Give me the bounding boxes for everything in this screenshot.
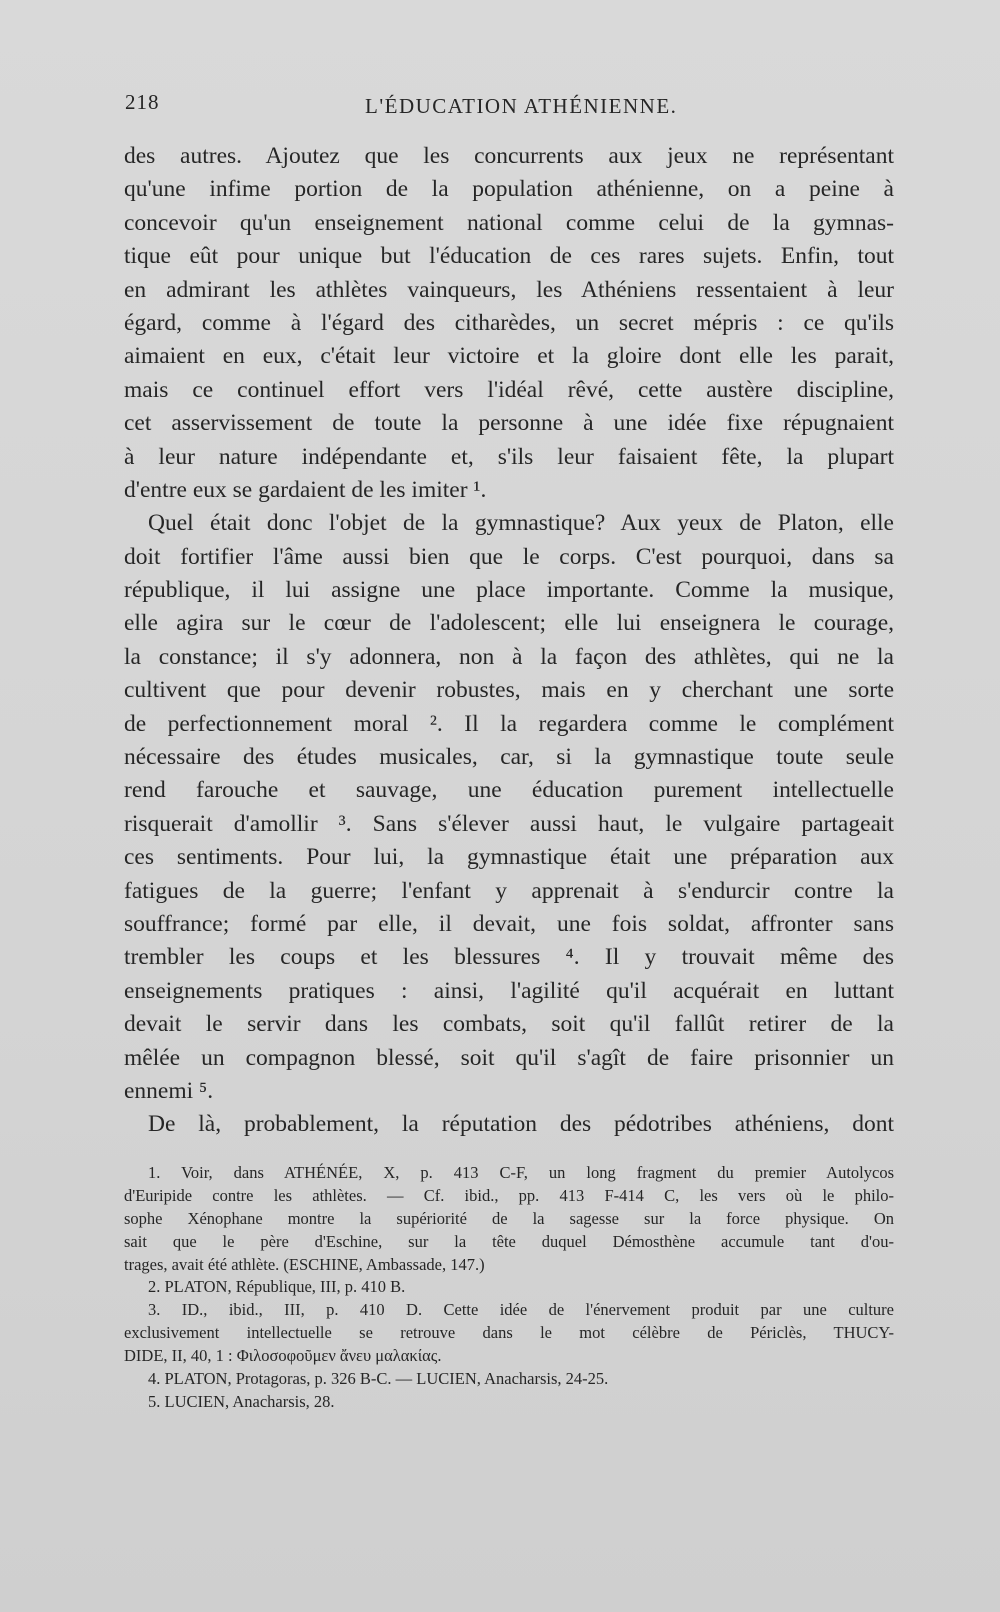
footnote-line: DIDE, II, 40, 1 : Φιλοσοφοῦμεν ἄνευ μαλακίας. bbox=[124, 1346, 442, 1366]
body-line: fatigues de la guerre; l'enfant y apprenait à s'endurcir contre la bbox=[124, 877, 894, 904]
body-line: De là, probablement, la réputation des pédotribes athéniens, dont bbox=[148, 1111, 894, 1138]
body-line: cet asservissement de toute la personne à une idée fixe répugnaient bbox=[124, 410, 894, 437]
body-line: qu'une infime portion de la population athénienne, on a peine à bbox=[124, 176, 894, 203]
body-line: mêlée un compagnon blessé, soit qu'il s'agît de faire prisonnier un bbox=[124, 1044, 894, 1071]
body-line: doit fortifier l'âme aussi bien que le corps. C'est pourquoi, dans sa bbox=[124, 543, 894, 570]
body-line: souffrance; formé par elle, il devait, une fois soldat, affronter sans bbox=[124, 910, 894, 937]
footnote-line: sophe Xénophane montre la supériorité de la sagesse sur la force physique. On bbox=[124, 1208, 894, 1228]
body-line: Quel était donc l'objet de la gymnastique? Aux yeux de Platon, elle bbox=[148, 510, 894, 537]
footnote-line: trages, avait été athlète. (ESCHINE, Ambassade, 147.) bbox=[124, 1254, 485, 1274]
body-line: aimaient en eux, c'était leur victoire et la gloire dont elle les parait, bbox=[124, 343, 894, 370]
body-line: à leur nature indépendante et, s'ils leur faisaient fête, la plupart bbox=[124, 443, 894, 470]
body-line: cultivent que pour devenir robustes, mais en y cherchant une sorte bbox=[124, 677, 894, 704]
body-line: risquerait d'amollir ³. Sans s'élever aussi haut, le vulgaire partageait bbox=[124, 810, 894, 837]
footnote-line: 4. PLATON, Protagoras, p. 326 B-C. — LUCIEN, Anacharsis, 24-25. bbox=[148, 1369, 609, 1389]
footnote-line: 2. PLATON, République, III, p. 410 B. bbox=[148, 1277, 406, 1297]
body-line: tique eût pour unique but l'éducation de ces rares sujets. Enfin, tout bbox=[124, 243, 894, 270]
body-line: trembler les coups et les blessures ⁴. Il y trouvait même des bbox=[124, 944, 894, 971]
body-line: république, il lui assigne une place importante. Comme la musique, bbox=[124, 577, 894, 604]
footnote-line: exclusivement intellectuelle se retrouve dans le mot célèbre de Périclès, THUCY- bbox=[124, 1323, 894, 1343]
body-line: égard, comme à l'égard des citharèdes, un secret mépris : ce qu'ils bbox=[124, 309, 894, 336]
footnote-line: d'Euripide contre les athlètes. — Cf. ibid., pp. 413 F-414 C, les vers où le philo- bbox=[124, 1185, 894, 1205]
body-line: ennemi ⁵. bbox=[124, 1077, 214, 1104]
footnote-line: 1. Voir, dans ATHÉNÉE, X, p. 413 C-F, un long fragment du premier Autolycos bbox=[148, 1163, 894, 1182]
body-text bbox=[124, 140, 894, 1142]
body-line: enseignements pratiques : ainsi, l'agilité qu'il acquérait en luttant bbox=[124, 977, 894, 1004]
footnotes bbox=[124, 1162, 894, 1414]
running-title: L'ÉDUCATION ATHÉNIENNE. bbox=[365, 94, 678, 118]
body-line: des autres. Ajoutez que les concurrents aux jeux ne représentant bbox=[124, 143, 894, 169]
footnote-line: 5. LUCIEN, Anacharsis, 28. bbox=[148, 1391, 335, 1411]
running-header bbox=[125, 90, 895, 126]
body-line: elle agira sur le cœur de l'adolescent; elle lui enseignera le courage, bbox=[124, 610, 894, 637]
body-line: devait le servir dans les combats, soit qu'il fallût retirer de la bbox=[124, 1011, 894, 1038]
body-line: ces sentiments. Pour lui, la gymnastique était une préparation aux bbox=[124, 844, 894, 871]
footnote-line: sait que le père d'Eschine, sur la tête duquel Démosthène accumule tant d'ou- bbox=[124, 1231, 894, 1251]
body-line: concevoir qu'un enseignement national comme celui de la gymnas- bbox=[124, 209, 894, 236]
footnote-line: 3. ID., ibid., III, p. 410 D. Cette idée de l'énervement produit par une culture bbox=[148, 1300, 894, 1320]
body-line: en admirant les athlètes vainqueurs, les Athéniens ressentaient à leur bbox=[124, 276, 894, 303]
body-line: de perfectionnement moral ². Il la regardera comme le complément bbox=[124, 710, 894, 737]
body-line: la constance; il s'y adonnera, non à la façon des athlètes, qui ne la bbox=[124, 643, 894, 670]
body-line: d'entre eux se gardaient de les imiter ¹. bbox=[124, 476, 487, 503]
body-line: mais ce continuel effort vers l'idéal rêvé, cette austère discipline, bbox=[124, 376, 894, 403]
page-number: 218 bbox=[125, 90, 160, 114]
body-line: nécessaire des études musicales, car, si la gymnastique toute seule bbox=[124, 744, 894, 771]
body-line: rend farouche et sauvage, une éducation purement intellectuelle bbox=[124, 777, 894, 804]
